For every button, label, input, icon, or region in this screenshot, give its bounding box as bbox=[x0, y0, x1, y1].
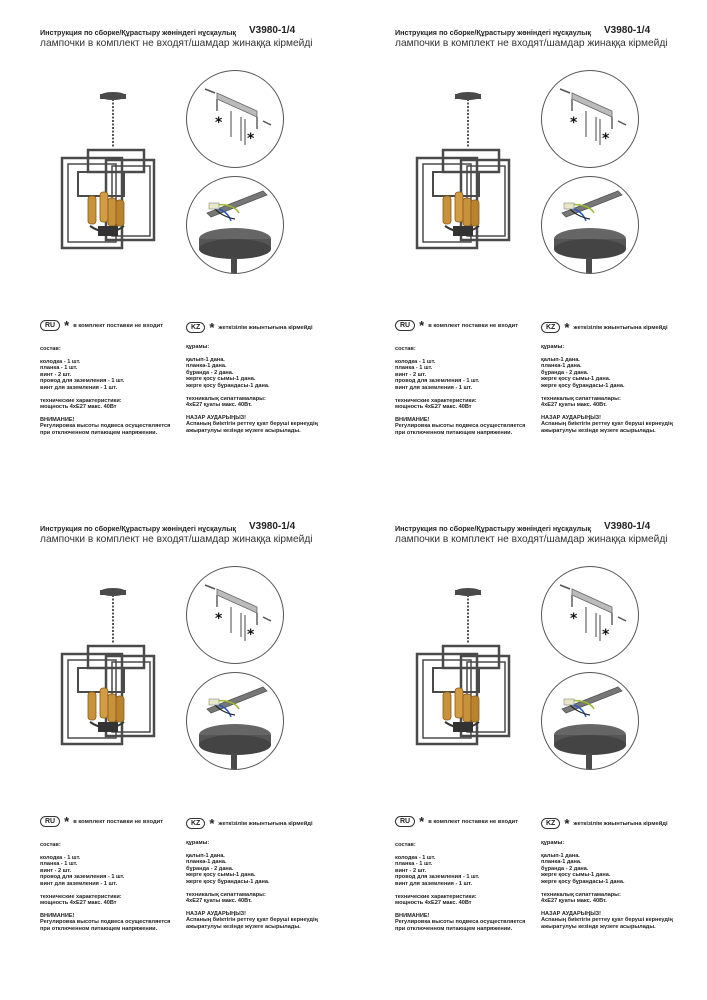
list-item: бұранда - 2 дана. bbox=[541, 369, 589, 376]
warning-text: Аспаның биіктігін реттеу қуат беруші кернеудің bbox=[186, 917, 318, 924]
ru-badge: RU bbox=[40, 320, 60, 331]
list-item: колодка - 1 шт. bbox=[395, 854, 436, 861]
ru-badge: RU bbox=[395, 816, 415, 827]
composition-label: состав: bbox=[395, 842, 416, 848]
list-item: винт - 2 шт. bbox=[395, 371, 427, 378]
specs-label: технические характеристики: bbox=[395, 397, 477, 404]
warning-text: при отключенном питающем напряжении. bbox=[40, 925, 158, 932]
bulbs-note: лампочки в комплект не входят/шамдар жинаққа кірмейді bbox=[40, 534, 313, 545]
model-number: V3980-1/4 bbox=[604, 521, 651, 532]
canopy-wiring-detail bbox=[541, 176, 639, 274]
svg-text:*: * bbox=[247, 131, 255, 147]
legend-ru bbox=[40, 816, 163, 827]
list-item: колодка - 1 шт. bbox=[395, 358, 436, 365]
list-item: бұранда - 2 дана. bbox=[186, 865, 234, 872]
list-item: жерге қосу бұрандасы-1 дана. bbox=[186, 382, 270, 389]
specs-value: мощность 4хЕ27 макс. 40Вт bbox=[40, 900, 117, 907]
svg-text:*: * bbox=[215, 611, 223, 627]
lamp-illustration bbox=[48, 88, 178, 278]
list-item: винт - 2 шт. bbox=[40, 867, 72, 874]
asterisk-icon: * bbox=[419, 318, 425, 333]
instruction-sheet bbox=[355, 496, 695, 976]
canopy-wiring-detail bbox=[186, 672, 284, 770]
list-item: планка-1 дана. bbox=[186, 363, 227, 370]
specs-value: 4хЕ27 қуаты макс. 40Вт. bbox=[186, 402, 252, 409]
sheet-title: Инструкция по сборке/Құрастыру жөніндегі нұсқаулық bbox=[395, 524, 591, 533]
specs-label: техникалық сипаттамалары: bbox=[186, 891, 266, 898]
canopy-wiring-detail bbox=[186, 176, 284, 274]
list-item: планка - 1 шт. bbox=[40, 861, 78, 868]
list-item: қалып-1 дана. bbox=[186, 356, 225, 363]
kz-column bbox=[541, 840, 673, 931]
legend-kz bbox=[541, 322, 668, 333]
list-item: қалып-1 дана. bbox=[186, 852, 225, 859]
specs-label: технические характеристики: bbox=[40, 397, 122, 404]
model-number: V3980-1/4 bbox=[249, 25, 296, 36]
specs-label: техникалық сипаттамалары: bbox=[186, 395, 266, 402]
specs-value: мощность 4хЕ27 макс. 40Вт bbox=[395, 404, 472, 411]
legend-kz bbox=[186, 818, 313, 829]
warning-label: НАЗАР АУДАРЫҢЫЗ! bbox=[541, 414, 602, 421]
kz-badge: KZ bbox=[186, 322, 205, 333]
svg-text:*: * bbox=[570, 115, 578, 131]
mounting-bracket-detail bbox=[541, 70, 639, 168]
asterisk-icon: * bbox=[564, 320, 570, 335]
specs-value: мощность 4хЕ27 макс. 40Вт bbox=[395, 900, 472, 907]
list-item: қалып-1 дана. bbox=[541, 356, 580, 363]
warning-text: Регулировка высоты подвеса осуществляется bbox=[395, 423, 526, 430]
warning-text: ажыратулуы кезінде жүзеге асырылады. bbox=[186, 923, 301, 930]
sheet-title: Инструкция по сборке/Құрастыру жөніндегі нұсқаулық bbox=[395, 28, 591, 37]
list-item: планка - 1 шт. bbox=[40, 365, 78, 372]
composition-label: құрамы: bbox=[186, 840, 210, 846]
kz-badge: KZ bbox=[541, 818, 560, 829]
legend-ru-text: в комплект поставки не входит bbox=[428, 818, 519, 825]
warning-text: Регулировка высоты подвеса осуществляется bbox=[40, 423, 171, 430]
composition-label: состав: bbox=[395, 346, 416, 352]
warning-label: ВНИМАНИЕ! bbox=[40, 416, 75, 423]
svg-text:*: * bbox=[570, 611, 578, 627]
composition-label: құрамы: bbox=[541, 840, 565, 846]
list-item: жерге қосу бұрандасы-1 дана. bbox=[186, 878, 270, 885]
instruction-sheet bbox=[0, 0, 340, 480]
list-item: винт для заземления - 1 шт. bbox=[395, 384, 473, 391]
canopy-wiring-detail bbox=[541, 672, 639, 770]
warning-text: при отключенном питающем напряжении. bbox=[395, 925, 513, 932]
warning-label: ВНИМАНИЕ! bbox=[395, 416, 430, 423]
list-item: жерге қосу сымы-1 дана. bbox=[186, 872, 256, 879]
list-item: планка-1 дана. bbox=[541, 363, 582, 370]
specs-value: 4хЕ27 қуаты макс. 40Вт. bbox=[541, 402, 607, 409]
model-number: V3980-1/4 bbox=[604, 25, 651, 36]
asterisk-icon: * bbox=[209, 320, 215, 335]
instruction-sheet bbox=[0, 496, 340, 976]
list-item: винт для заземления - 1 шт. bbox=[40, 880, 118, 887]
legend-kz-text: жеткізілім жиынтығына кірмейді bbox=[573, 324, 668, 331]
composition-label: құрамы: bbox=[541, 344, 565, 350]
warning-text: Аспаның биіктігін реттеу қуат беруші кернеудің bbox=[186, 421, 318, 428]
kz-column bbox=[186, 840, 318, 931]
composition-label: состав: bbox=[40, 346, 61, 352]
mounting-bracket-detail bbox=[186, 70, 284, 168]
list-item: планка-1 дана. bbox=[186, 859, 227, 866]
legend-kz-text: жеткізілім жиынтығына кірмейді bbox=[218, 820, 313, 827]
list-item: винт - 2 шт. bbox=[40, 371, 72, 378]
asterisk-icon: * bbox=[564, 816, 570, 831]
bulbs-note: лампочки в комплект не входят/шамдар жинаққа кірмейді bbox=[395, 534, 668, 545]
svg-text:*: * bbox=[247, 627, 255, 643]
list-item: винт для заземления - 1 шт. bbox=[40, 384, 118, 391]
composition-label: құрамы: bbox=[186, 344, 210, 350]
specs-label: технические характеристики: bbox=[40, 893, 122, 900]
list-item: планка - 1 шт. bbox=[395, 365, 433, 372]
mounting-bracket-detail bbox=[541, 566, 639, 664]
warning-text: Аспаның биіктігін реттеу қуат беруші кернеудің bbox=[541, 421, 673, 428]
legend-kz bbox=[541, 818, 668, 829]
legend-kz-text: жеткізілім жиынтығына кірмейді bbox=[573, 820, 668, 827]
asterisk-icon: * bbox=[209, 816, 215, 831]
warning-text: Регулировка высоты подвеса осуществляется bbox=[395, 919, 526, 926]
legend-ru bbox=[395, 816, 518, 827]
ru-column bbox=[395, 842, 525, 933]
svg-text:*: * bbox=[602, 627, 610, 643]
list-item: планка-1 дана. bbox=[541, 859, 582, 866]
warning-text: Регулировка высоты подвеса осуществляется bbox=[40, 919, 171, 926]
kz-column bbox=[186, 344, 318, 435]
list-item: жерге қосу сымы-1 дана. bbox=[186, 376, 256, 383]
svg-text:*: * bbox=[215, 115, 223, 131]
mounting-bracket-detail bbox=[186, 566, 284, 664]
kz-column bbox=[541, 344, 673, 435]
list-item: жерге қосу сымы-1 дана. bbox=[541, 376, 611, 383]
warning-text: ажыратулуы кезінде жүзеге асырылады. bbox=[541, 427, 656, 434]
kz-badge: KZ bbox=[186, 818, 205, 829]
specs-label: техникалық сипаттамалары: bbox=[541, 891, 621, 898]
warning-text: Аспаның биіктігін реттеу қуат беруші кернеудің bbox=[541, 917, 673, 924]
legend-ru bbox=[395, 320, 518, 331]
list-item: жерге қосу бұрандасы-1 дана. bbox=[541, 878, 625, 885]
specs-label: технические характеристики: bbox=[395, 893, 477, 900]
asterisk-icon: * bbox=[419, 814, 425, 829]
ru-column bbox=[395, 346, 525, 437]
list-item: провод для заземления - 1 шт. bbox=[395, 378, 480, 385]
list-item: колодка - 1 шт. bbox=[40, 854, 81, 861]
instruction-sheet bbox=[355, 0, 695, 480]
warning-label: НАЗАР АУДАРЫҢЫЗ! bbox=[541, 910, 602, 917]
warning-text: при отключенном питающем напряжении. bbox=[40, 429, 158, 436]
ru-column bbox=[40, 842, 170, 933]
legend-ru-text: в комплект поставки не входит bbox=[428, 322, 519, 329]
bulbs-note: лампочки в комплект не входят/шамдар жинаққа кірмейді bbox=[40, 38, 313, 49]
list-item: жерге қосу бұрандасы-1 дана. bbox=[541, 382, 625, 389]
specs-label: техникалық сипаттамалары: bbox=[541, 395, 621, 402]
warning-label: ВНИМАНИЕ! bbox=[395, 912, 430, 919]
warning-text: ажыратулуы кезінде жүзеге асырылады. bbox=[541, 923, 656, 930]
warning-text: ажыратулуы кезінде жүзеге асырылады. bbox=[186, 427, 301, 434]
svg-text:*: * bbox=[602, 131, 610, 147]
warning-label: НАЗАР АУДАРЫҢЫЗ! bbox=[186, 414, 247, 421]
legend-ru bbox=[40, 320, 163, 331]
lamp-illustration bbox=[403, 584, 533, 774]
specs-value: 4хЕ27 қуаты макс. 40Вт. bbox=[541, 898, 607, 905]
list-item: провод для заземления - 1 шт. bbox=[395, 874, 480, 881]
legend-kz-text: жеткізілім жиынтығына кірмейді bbox=[218, 324, 313, 331]
ru-badge: RU bbox=[40, 816, 60, 827]
specs-value: 4хЕ27 қуаты макс. 40Вт. bbox=[186, 898, 252, 905]
model-number: V3980-1/4 bbox=[249, 521, 296, 532]
list-item: жерге қосу сымы-1 дана. bbox=[541, 872, 611, 879]
bulbs-note: лампочки в комплект не входят/шамдар жинаққа кірмейді bbox=[395, 38, 668, 49]
list-item: бұранда - 2 дана. bbox=[541, 865, 589, 872]
list-item: колодка - 1 шт. bbox=[40, 358, 81, 365]
composition-label: состав: bbox=[40, 842, 61, 848]
sheet-title: Инструкция по сборке/Құрастыру жөніндегі нұсқаулық bbox=[40, 524, 236, 533]
warning-text: при отключенном питающем напряжении. bbox=[395, 429, 513, 436]
legend-ru-text: в комплект поставки не входит bbox=[73, 322, 164, 329]
asterisk-icon: * bbox=[64, 814, 70, 829]
sheet-title: Инструкция по сборке/Құрастыру жөніндегі нұсқаулық bbox=[40, 28, 236, 37]
list-item: винт - 2 шт. bbox=[395, 867, 427, 874]
asterisk-icon: * bbox=[64, 318, 70, 333]
kz-badge: KZ bbox=[541, 322, 560, 333]
list-item: қалып-1 дана. bbox=[541, 852, 580, 859]
list-item: винт для заземления - 1 шт. bbox=[395, 880, 473, 887]
ru-badge: RU bbox=[395, 320, 415, 331]
legend-kz bbox=[186, 322, 313, 333]
list-item: провод для заземления - 1 шт. bbox=[40, 874, 125, 881]
list-item: планка - 1 шт. bbox=[395, 861, 433, 868]
legend-ru-text: в комплект поставки не входит bbox=[73, 818, 164, 825]
lamp-illustration bbox=[403, 88, 533, 278]
list-item: провод для заземления - 1 шт. bbox=[40, 378, 125, 385]
warning-label: ВНИМАНИЕ! bbox=[40, 912, 75, 919]
specs-value: мощность 4хЕ27 макс. 40Вт bbox=[40, 404, 117, 411]
list-item: бұранда - 2 дана. bbox=[186, 369, 234, 376]
lamp-illustration bbox=[48, 584, 178, 774]
ru-column bbox=[40, 346, 170, 437]
warning-label: НАЗАР АУДАРЫҢЫЗ! bbox=[186, 910, 247, 917]
